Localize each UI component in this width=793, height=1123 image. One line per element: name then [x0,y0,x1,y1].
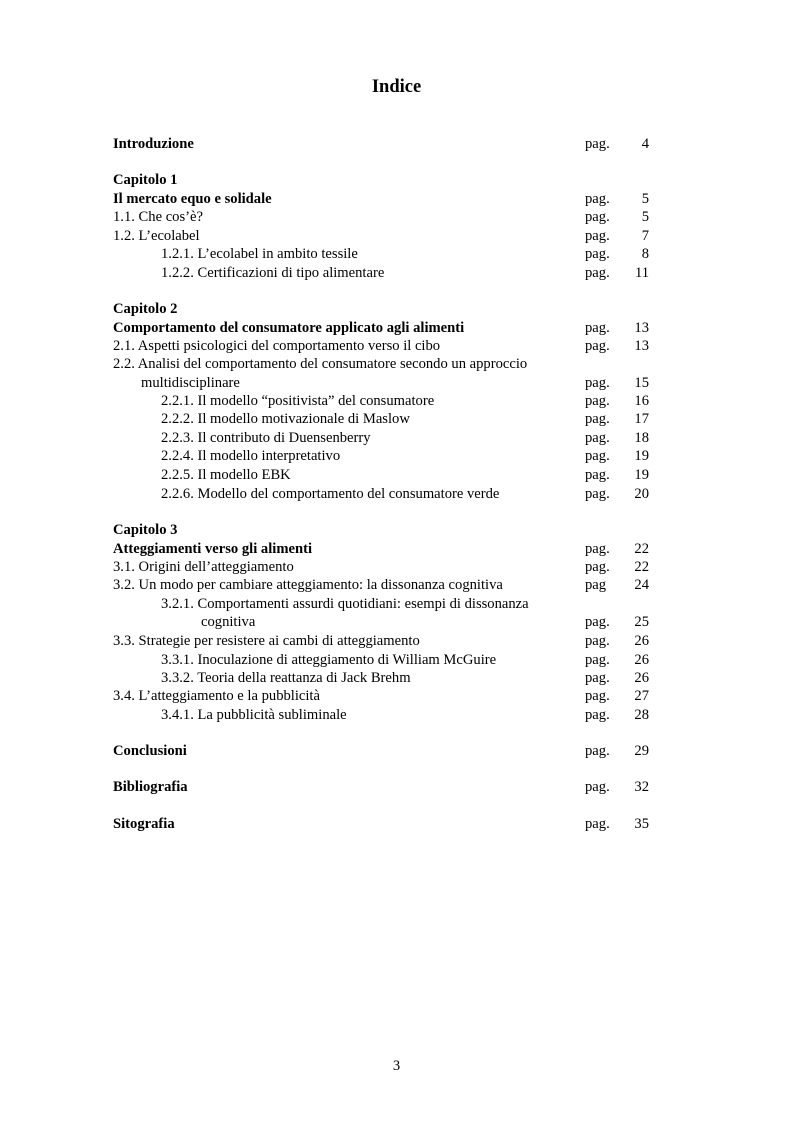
toc-entry [113,135,653,153]
toc-entry [113,815,653,833]
toc-entry-page-number: 26 [634,633,649,649]
toc-entry [113,632,653,650]
toc-entry [113,558,653,576]
toc-entry-page-number: 19 [634,448,649,464]
toc-entry-page-number: 27 [634,688,649,704]
toc-entry [113,595,653,613]
toc-entry-title: 3.2. Un modo per cambiare atteggiamento: la dissonanza cognitiva [113,577,503,593]
toc-entry-page-number: 29 [634,743,649,759]
toc-entry-page-label: pag. [585,191,610,207]
toc-entry-title: 2.2.6. Modello del comportamento del consumatore verde [161,486,500,502]
toc-entry-page-label: pag. [585,633,610,649]
toc-entry-title: 1.1. Che cos’è? [113,209,203,225]
toc-entry-title: 3.4.1. La pubblicità subliminale [161,707,347,723]
toc-entry-page-number: 35 [634,816,649,832]
toc-entry [113,687,653,705]
toc-entry-page-label: pag. [585,209,610,225]
toc-entry-title: 1.2.2. Certificazioni di tipo alimentare [161,265,385,281]
toc-entry-page-label: pag. [585,816,610,832]
toc-entry-page-label: pag. [585,559,610,575]
toc-entry-page-number: 13 [634,320,649,336]
toc-entry-page-number: 17 [634,411,649,427]
toc-entry-title: 2.2. Analisi del comportamento del consumatore secondo un approccio [113,356,528,372]
toc-entry-page-label: pag. [585,228,610,244]
toc-entry-title: cognitiva [201,614,256,630]
toc-entry-page-number: 25 [634,614,649,630]
toc-entry-page-number: 32 [634,779,649,795]
toc-entry [113,485,653,503]
toc-entry-title: Sitografia [113,816,175,832]
toc-entry-page-number: 26 [634,670,649,686]
toc-entry-page-number: 28 [634,707,649,723]
toc-entry-page-label: pag. [585,448,610,464]
toc-entry-title: 2.2.4. Il modello interpretativo [161,448,341,464]
toc-entry-page-label: pag. [585,246,610,262]
toc-entry [113,778,653,796]
toc-entry [113,208,653,226]
toc-entry [113,410,653,428]
toc-entry-page-number: 4 [641,136,649,152]
toc-entry-title: Capitolo 3 [113,522,178,538]
toc-entry [113,651,653,669]
toc-entry-page-number: 5 [641,191,649,207]
toc-entry-page-label: pag. [585,707,610,723]
toc-entry-page-label: pag. [585,320,610,336]
toc-entry-title: 1.2.1. L’ecolabel in ambito tessile [161,246,358,262]
toc-entry [113,466,653,484]
toc-entry-page-number: 24 [634,577,649,593]
toc-entry-title: Atteggiamenti verso gli alimenti [113,541,312,557]
toc-entry-title: Bibliografia [113,779,188,795]
toc-entry [113,337,653,355]
toc-entry-page-label: pag. [585,430,610,446]
toc-entry [113,429,653,447]
toc-entry [113,319,653,337]
toc-entry-page-label: pag [585,577,607,593]
toc-entry [113,576,653,594]
toc-entry-title: 3.3. Strategie per resistere ai cambi di atteggiamento [113,633,420,649]
toc-entry-page-label: pag. [585,652,610,668]
toc-entry-page-number: 16 [634,393,649,409]
toc-entry-page-label: pag. [585,541,610,557]
toc-entry [113,245,653,263]
toc-entry [113,300,653,318]
toc-entry-page-number: 19 [634,467,649,483]
toc-entry-title: multidisciplinare [141,375,240,391]
toc-entry [113,374,653,392]
toc-entry-page-label: pag. [585,486,610,502]
toc-entry-title: 2.2.1. Il modello “positivista” del consumatore [161,393,435,409]
toc-entry-page-label: pag. [585,670,610,686]
toc-entry [113,742,653,760]
toc-entry [113,706,653,724]
toc-entry-page-number: 20 [634,486,649,502]
page-number: 3 [392,1058,401,1074]
toc-entry-title: 2.2.3. Il contributo di Duensenberry [161,430,371,446]
toc-entry [113,669,653,687]
toc-entry-page-number: 13 [634,338,649,354]
toc-entry [113,613,653,631]
toc-entry-page-label: pag. [585,614,610,630]
toc-entry-title: Capitolo 2 [113,301,178,317]
toc-entry-page-number: 8 [641,246,649,262]
toc-entry-title: Introduzione [113,136,194,152]
toc-entry [113,355,653,373]
toc-entry-page-number: 22 [634,559,649,575]
toc-entry [113,264,653,282]
toc-entry-title: 3.3.1. Inoculazione di atteggiamento di William McGuire [161,652,497,668]
toc-entry-title: Comportamento del consumatore applicato agli alimenti [113,320,465,336]
toc-entry-page-number: 11 [634,265,649,281]
toc-entry-title: Capitolo 1 [113,172,178,188]
page-title: Indice [371,77,422,97]
toc-entry [113,190,653,208]
toc-entry-page-number: 22 [634,541,649,557]
toc-entry [113,540,653,558]
toc-entry-page-label: pag. [585,688,610,704]
toc-entry-title: Conclusioni [113,743,187,759]
toc-entry-title: 1.2. L’ecolabel [113,228,200,244]
toc-entry-title: 3.2.1. Comportamenti assurdi quotidiani: esempi di dissonanza [161,596,529,612]
toc-entry-page-number: 7 [641,228,649,244]
toc-entry-title: 2.1. Aspetti psicologici del comportamento verso il cibo [113,338,441,354]
toc-entry-page-label: pag. [585,743,610,759]
toc-entry-page-label: pag. [585,375,610,391]
toc-entry-page-number: 26 [634,652,649,668]
toc-entry [113,171,653,189]
toc-entry-title: 2.2.2. Il modello motivazionale di Maslow [161,411,410,427]
toc-entry [113,447,653,465]
toc-entry-page-label: pag. [585,265,610,281]
toc-entry-page-label: pag. [585,779,610,795]
toc-entry-title: 2.2.5. Il modello EBK [161,467,291,483]
toc-entry-page-label: pag. [585,467,610,483]
toc-entry-page-number: 18 [634,430,649,446]
toc-entry-title: 3.3.2. Teoria della reattanza di Jack Brehm [161,670,411,686]
toc-entry [113,521,653,539]
toc-entry-page-label: pag. [585,338,610,354]
toc-entry-title: Il mercato equo e solidale [113,191,272,207]
toc-entry [113,227,653,245]
toc-entry-title: 3.1. Origini dell’atteggiamento [113,559,294,575]
toc-entry-page-label: pag. [585,411,610,427]
toc-entry-title: 3.4. L’atteggiamento e la pubblicità [113,688,320,704]
toc-entry-page-number: 15 [634,375,649,391]
toc-entry [113,392,653,410]
toc-entry-page-number: 5 [641,209,649,225]
toc-entry-page-label: pag. [585,136,610,152]
toc-entry-page-label: pag. [585,393,610,409]
